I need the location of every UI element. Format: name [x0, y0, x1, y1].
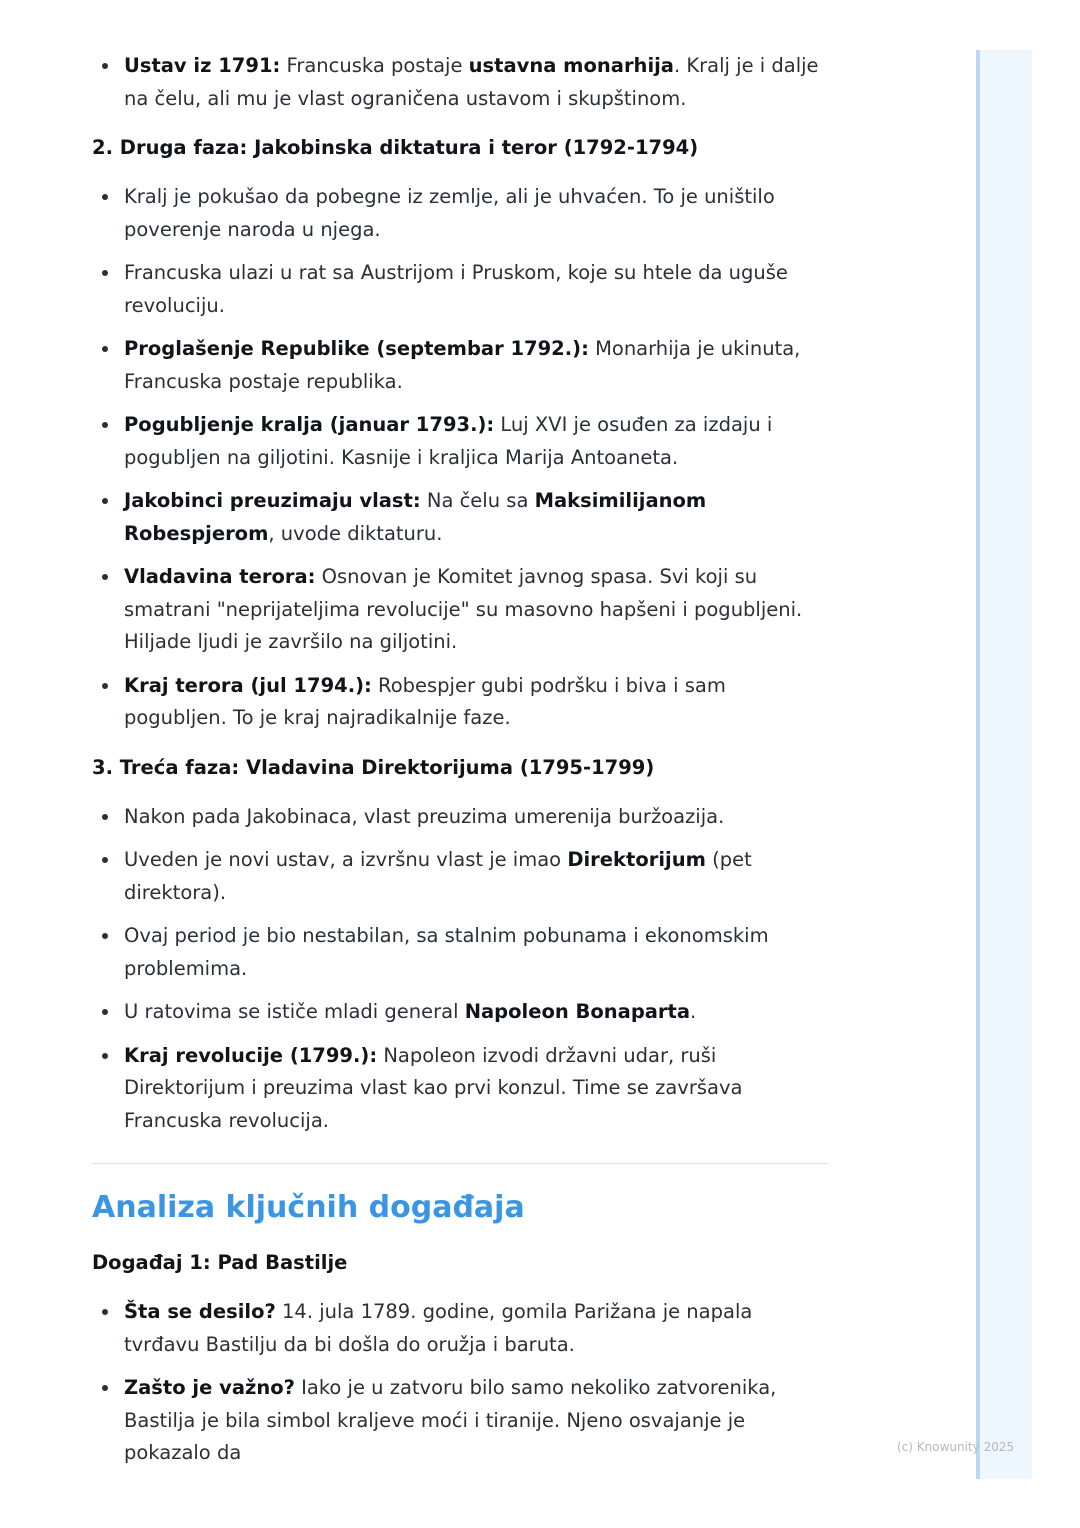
document-body	[92, 50, 832, 1481]
list-item	[92, 996, 832, 1029]
bold-text: Šta se desilo?	[124, 1300, 276, 1323]
item-text: .	[690, 1000, 697, 1023]
bold-text: Kraj revolucije (1799.):	[124, 1043, 378, 1067]
item-text: U ratovima se ističe mladi general	[124, 1000, 465, 1023]
bullet-list	[92, 1296, 832, 1470]
item-text: Ovaj period je bio nestabilan, sa stalnim pobunama i ekonomskim problemima.	[124, 924, 769, 980]
section-heading-phase-2: 2. Druga faza: Jakobinska diktatura i teror (1792-1794)	[92, 136, 699, 159]
item-text: Napoleon izvodi državni udar, ruši Direktorijum i preuzima vlast kao prvi konzul. Time se završava Francuska revolucija.	[124, 1043, 743, 1132]
item-text: Kralj je pokušao da pobegne iz zemlje, ali je uhvaćen. To je uništilo poverenje naroda u njega.	[124, 185, 775, 241]
bullet-list	[92, 801, 832, 1138]
bold-text: Proglašenje Republike (septembar 1792.):	[124, 337, 589, 360]
bold-text: Maksimilijanom Robespjerom	[124, 489, 707, 545]
item-text: Iako je u zatvoru bilo samo nekoliko zatvorenika, Bastilja je bila simbol kraljeve moći i tiranije. Njeno osvajanje je pokazalo da	[124, 1376, 777, 1464]
bold-text: Pogubljenje kralja (januar 1793.):	[124, 413, 495, 436]
bold-text: Kraj terora (jul 1794.):	[124, 673, 372, 697]
bold-text: Ustav iz 1791:	[124, 54, 281, 77]
list-item	[92, 1372, 832, 1470]
list-item	[92, 561, 832, 659]
item-text: Na čelu sa	[420, 489, 535, 512]
item-text: Nakon pada Jakobinaca, vlast preuzima umerenija buržoazija.	[124, 804, 725, 828]
item-text: (pet direktora).	[124, 848, 752, 904]
section-divider	[92, 1163, 828, 1164]
list-item	[92, 801, 832, 834]
copyright-footer: (c) Knowunity 2025	[897, 1440, 1015, 1454]
bold-text: ustavna monarhija	[468, 54, 674, 77]
list-item	[92, 1296, 832, 1361]
item-text: Francuska postaje	[280, 54, 469, 77]
item-text: 14. jula 1789. godine, gomila Parižana je napala tvrđavu Bastilju da bi došla do oružja i baruta.	[124, 1300, 753, 1356]
sidebar-panel	[976, 50, 1032, 1479]
list-item	[92, 50, 832, 115]
list-item	[92, 333, 832, 398]
item-text: Robespjer gubi podršku i biva i sam pogubljen. To je kraj najradikalnije faze.	[124, 673, 726, 729]
bold-text: Napoleon Bonaparta	[464, 1000, 691, 1023]
list-item	[92, 257, 832, 322]
item-text: , uvode diktaturu.	[268, 521, 443, 545]
list-item	[92, 1040, 832, 1138]
item-text: Osnovan je Komitet javnog spasa. Svi koji su smatrani "neprijateljima revolucije" su masovno hapšeni i pogubljeni. Hiljade ljudi je završilo na giljotini.	[124, 565, 803, 653]
bold-text: Zašto je važno?	[124, 1376, 295, 1399]
item-text: Francuska ulazi u rat sa Austrijom i Pruskom, koje su htele da uguše revoluciju.	[124, 261, 788, 317]
analysis-title: Analiza ključnih događaja	[92, 1190, 525, 1225]
section-heading-phase-3: 3. Treća faza: Vladavina Direktorijuma (1795-1799)	[92, 755, 655, 779]
bullet-list	[92, 50, 832, 115]
item-text: . Kralj je i dalje na čelu, ali mu je vlast ograničena ustavom i skupštinom.	[124, 54, 819, 110]
item-text: Monarhija je ukinuta, Francuska postaje republika.	[124, 337, 801, 393]
bullet-list	[92, 181, 832, 735]
item-text: Uveden je novi ustav, a izvršnu vlast je imao	[124, 848, 568, 871]
list-item	[92, 409, 832, 474]
list-item	[92, 670, 832, 735]
event-heading: Događaj 1: Pad Bastilje	[92, 1251, 348, 1274]
list-item	[92, 920, 832, 985]
list-item	[92, 844, 832, 909]
list-item	[92, 181, 832, 246]
bold-text: Vladavina terora:	[124, 565, 316, 588]
list-item	[92, 485, 832, 550]
bold-text: Jakobinci preuzimaju vlast:	[124, 489, 421, 512]
bold-text: Direktorijum	[567, 848, 706, 871]
item-text: Luj XVI je osuđen za izdaju i pogubljen na giljotini. Kasnije i kraljica Marija Antoaneta.	[124, 413, 773, 469]
